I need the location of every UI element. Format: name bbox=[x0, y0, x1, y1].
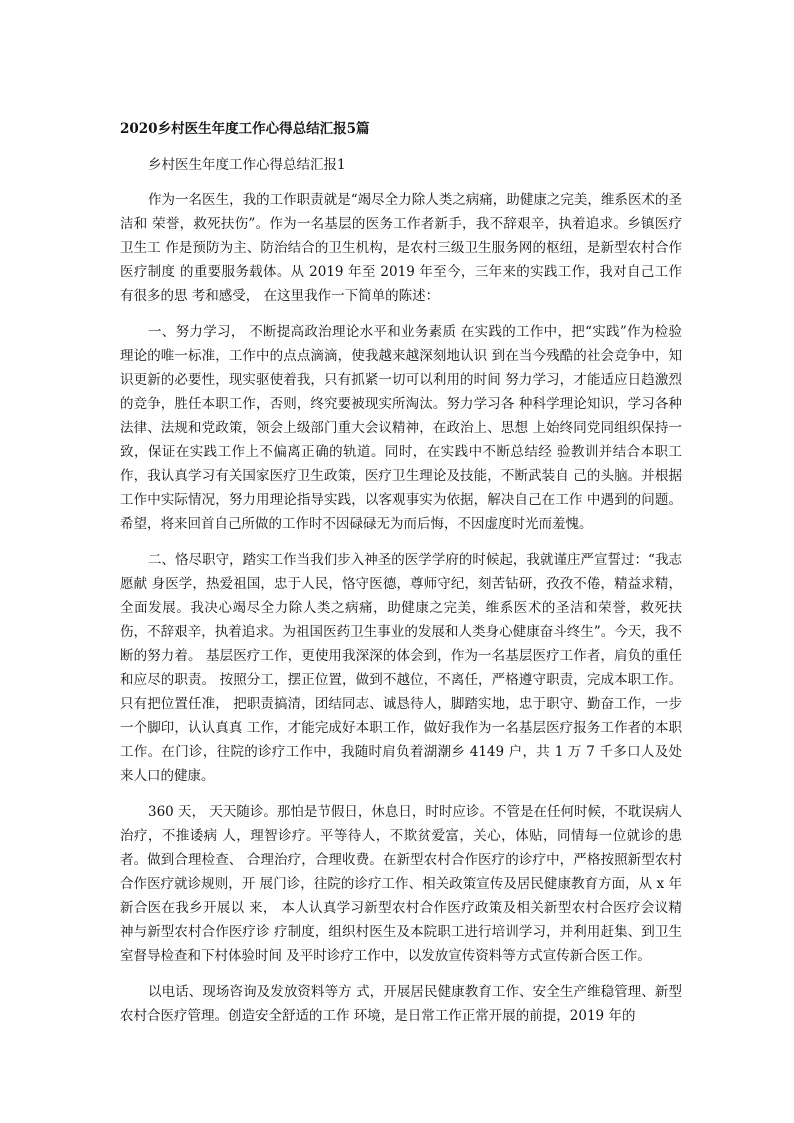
section-title: 乡村医生年度工作心得总结汇报1 bbox=[148, 157, 346, 173]
paragraph-health-education: 以电话、现场咨询及发放资料等方 式，开展居民健康教育工作、安全生产维稳管理、新型农村合医疗管理。创造安全舒适的工作 环境，是日常工作正常开展的前提，2019 年的 bbox=[120, 984, 682, 1024]
paragraph-daily-care: 360 天， 天天随诊。那怕是节假日，休息日，时时应诊。不管是在任何时候，不耽误病人治疗，不推诿病 人，理智诊疗。平等待人，不欺贫爱富，关心，体贴，同情每一位就诊的患者。做到合理检查、 合理治疗，合理收费。在新型农村合作医疗的诊疗中，严格按照新型农村合作医疗就诊规则，开 展门诊，往院的诊疗工作、相关政策宣传及居民健康教育方面，从 x 年新合医在我乡开展以 来， 本人认真学习新型农村合作医疗政策及相关新型农村合医疗会议精神与新型农村合作医疗诊 疗制度，组织村医生及本院职工进行培训学习，并利用赶集、到卫生室督导检查和下村体验时间 及平时诊疗工作中，以发放宣传资料等方式宣传新合医工作。 bbox=[120, 804, 682, 964]
document-title: 2020乡村医生年度工作心得总结汇报5篇 bbox=[120, 121, 370, 137]
paragraph-intro: 作为一名医生，我的工作职责就是“竭尽全力除人类之病痛，助健康之完美，维系医术的圣洁和 荣誉，救死扶伤”。作为一名基层的医务工作者新手，我不辞艰辛，执着追求。乡镇医疗卫生工 作是预防为主、防治结合的卫生机构，是农村三级卫生服务网的枢纽，是新型农村合作医疗制度 的重要服务载体。从 2019 年至 2019 年至今，三年来的实践工作，我对自己工作有很多的思 考和感受， 在这里我作一下简单的陈述： bbox=[120, 192, 682, 304]
paragraph-duty: 二、恪尽职守，踏实工作当我们步入神圣的医学学府的时候起，我就谨庄严宣誓过：“我志愿献 身医学，热爱祖国，忠于人民，恪守医德，尊师守纪，刻苦钻研，孜孜不倦，精益求精，全面发展。我决心竭尽全力除人类之病痛，助健康之完美，维系医术的圣洁和荣誉，救死扶伤，不辞艰辛，执着追求。为祖国医药卫生事业的发展和人类身心健康奋斗终生”。今天，我不断的努力着。 基层医疗工作，更使用我深深的体会到，作为一名基层医疗工作者，肩负的重任和应尽的职责。 按照分工，摆正位置，做到不越位，不离任，严格遵守职责，完成本职工作。只有把位置任准， 把职责搞清，团结同志、诚恳待人，脚踏实地，忠于职守、勤奋工作，一步一个脚印，认认真真 工作，才能完成好本职工作，做好我作为一名基层医疗报务工作者的本职工作。在门诊，往院的诊疗工作中，我随时肩负着湖潮乡 4149 户，共 1 万 7 千多口人及处来人口的健康。 bbox=[120, 552, 682, 784]
paragraph-study: 一、努力学习， 不断提高政治理论水平和业务素质 在实践的工作中，把“实践”作为检验理论的唯一标准，工作中的点点滴滴，使我越来越深刻地认识 到在当今残酷的社会竞争中，知识更新的必要性，现实驱使着我，只有抓紧一切可以利用的时间 努力学习，才能适应日趋激烈的竞争，胜任本职工作，否则，终究要被现实所淘汰。努力学习各 种科学理论知识，学习各种法律、法规和党政策，领会上级部门重大会议精神，在政治上、思想 上始终同党同组织保持一致，保证在实践工作上不偏离正确的轨道。同时，在实践中不断总结经 验教训并结合本职工作，我认真学习有关国家医疗卫生政策，医疗卫生理论及技能，不断武装自 己的头脑。并根据工作中实际情况，努力用理论指导实践，以客观事实为依据，解决自己在工作 中遇到的问题。希望，将来回首自己所做的工作时不因碌碌无为而后悔，不因虚度时光而羞愧。 bbox=[120, 324, 682, 532]
document-body bbox=[120, 118, 682, 1040]
